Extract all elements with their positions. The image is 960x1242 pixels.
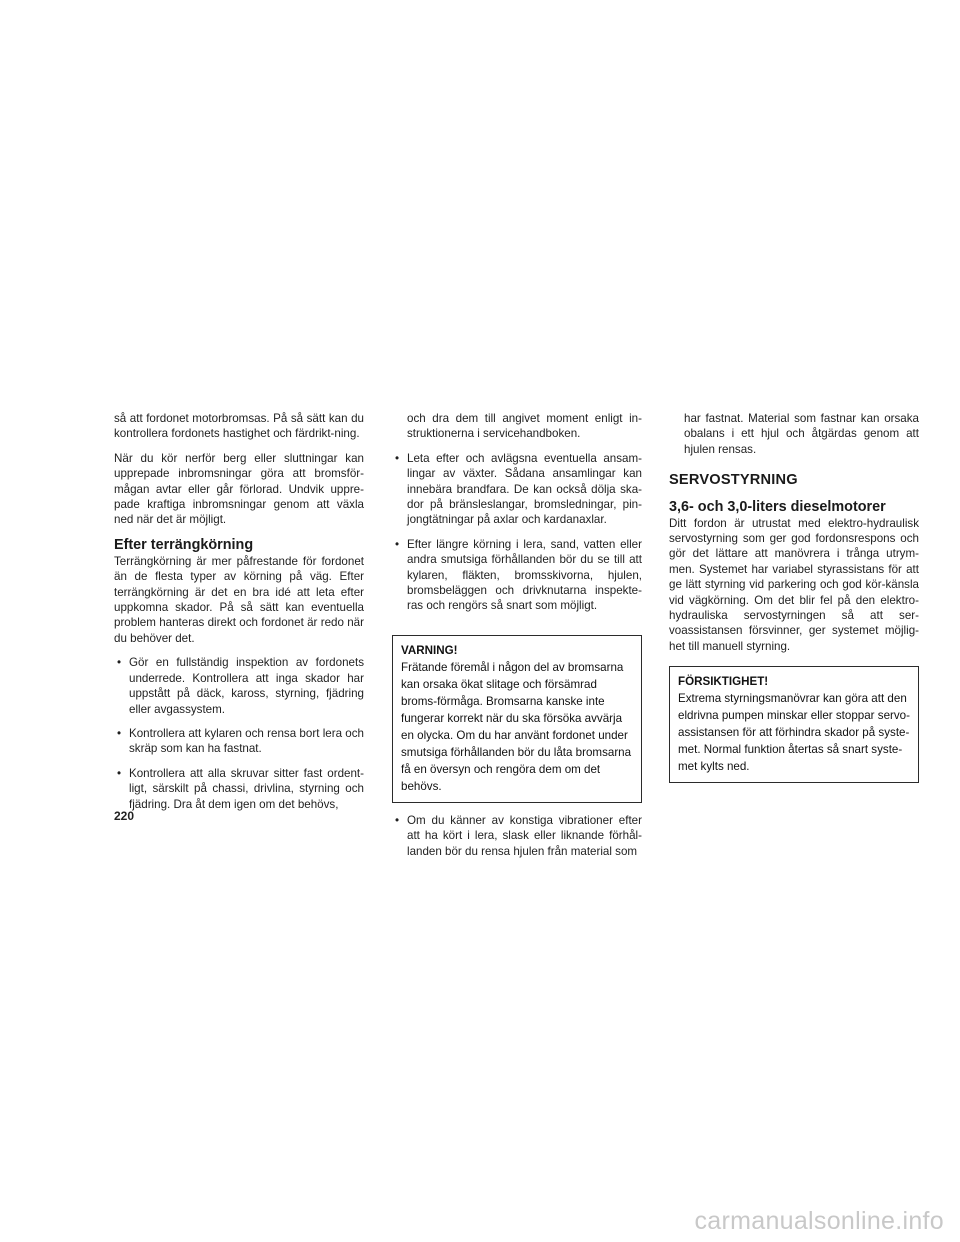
bullet-icon: • (395, 451, 400, 465)
bullet-icon: • (395, 813, 400, 827)
list-item (392, 537, 642, 614)
subsection-heading-diesel-engines: 3,6- och 3,0-liters dieselmotorer (669, 498, 886, 515)
watermark: carmanualsonline.info (694, 1207, 944, 1235)
list-item (114, 655, 364, 717)
paragraph: När du kör nerför berg eller sluttningar kan upprepade inbromsningar göra att bromsför-mågan avtar eller går förlorad. Undvik uppre-pade kraftiga inbromsningar genom att växla ned när det är möjligt. (114, 451, 364, 527)
list-item-text: Gör en fullständig inspektion av fordonets underrede. Kontrollera att inga skador har uppstått på däck, kaross, styrning, fjädring eller avgassystem. (129, 656, 364, 716)
bullet-list (392, 451, 642, 614)
section-heading-power-steering: SERVOSTYRNING (669, 472, 798, 489)
list-item (392, 451, 642, 528)
list-item-text: Om du känner av konstiga vibrationer efter att ha kört i lera, slask eller liknande förhål-landen bör du rensa hjulen från material som (407, 813, 642, 858)
list-item (392, 813, 642, 859)
section-heading-after-offroad: Efter terrängkörning (114, 536, 254, 553)
bullet-icon: • (395, 537, 400, 551)
warning-box (392, 635, 642, 803)
page-number: 220 (114, 809, 135, 823)
caution-title: FÖRSIKTIGHET! (678, 675, 769, 689)
list-item (114, 726, 364, 757)
list-item-text: Efter längre körning i lera, sand, vatten eller andra smutsiga förhållanden bör du se till att kylaren, fläkten, bromsskivorna, hjulen, bromsbeläggen och drivknutarna inspekte-ras och rengörs så snart som möjligt. (407, 537, 642, 613)
warning-title: VARNING! (401, 643, 458, 657)
caution-box (669, 666, 919, 783)
bullet-icon: • (117, 726, 122, 740)
column-left (114, 411, 364, 821)
column-middle (392, 411, 642, 859)
list-item-text: Kontrollera att alla skruvar sitter fast ordent-ligt, särskilt på chassi, drivlina, styrning och fjädring. Dra åt dem igen om det behövs, (129, 766, 364, 811)
list-item-text: Leta efter och avlägsna eventuella ansam-lingar av växter. Sådana ansamlingar kan innebära brandfara. De kan också dölja ska-dor på bränsleslangar, bromsledningar, pin-jongtätningar på axlar och kardanaxlar. (407, 451, 642, 527)
paragraph: Terrängkörning är mer påfrestande för fordonet än de flesta typer av körning på väg. Efter terrängkörning är det en bra idé att leta efter uppkomna skador. På så sätt kan eventuella problem hanteras direkt och fordonet är redo när du behöver det. (114, 554, 364, 645)
paragraph: så att fordonet motorbromsas. På så sätt kan du kontrollera fordonets hastighet och färdrikt-ning. (114, 412, 364, 441)
bullet-list (392, 813, 642, 859)
paragraph: Ditt fordon är utrustat med elektro-hydraulisk servostyrning som ger god fordonsrespons och gör det lättare att manövrera i trånga utrym-men. Systemet har variabel styrassistans för att ge lätt styrning vid parkering och god kör-känsla vid vägkörning. Om det blir fel på den elektro-hydrauliska servostyrningen så att ser-voassistansen försvinner, ger systemet möjlig-het till manuell styrning. (669, 516, 919, 653)
list-item-continuation: har fastnat. Material som fastnar kan orsaka obalans i ett hjul och åtgärdas genom att hjulen rensas. (684, 412, 919, 456)
list-item (114, 766, 364, 812)
bullet-list (114, 655, 364, 812)
column-right (669, 411, 919, 783)
list-item-continuation: och dra dem till angivet moment enligt in-struktionerna i servicehandboken. (407, 412, 642, 441)
warning-text: Frätande föremål i någon del av bromsarna kan orsaka ökat slitage och försämrad broms-förmåga. Bromsarna kanske inte fungerar korrekt när du ska försöka avvärja en olycka. Om du har använt fordonet under smutsiga förhållanden bör du låta bromsarna få en översyn och rengöra dem om det behövs. (401, 660, 632, 793)
bullet-icon: • (117, 766, 122, 780)
caution-text: Extrema styrningsmanövrar kan göra att den eldrivna pumpen minskar eller stoppar servo-assistansen för att förhindra skador på syste-met. Normal funktion återtas så snart syste-met kylts ned. (678, 692, 910, 774)
bullet-icon: • (117, 656, 122, 670)
list-item-text: Kontrollera att kylaren och rensa bort lera och skräp som kan ha fastnat. (129, 726, 364, 756)
